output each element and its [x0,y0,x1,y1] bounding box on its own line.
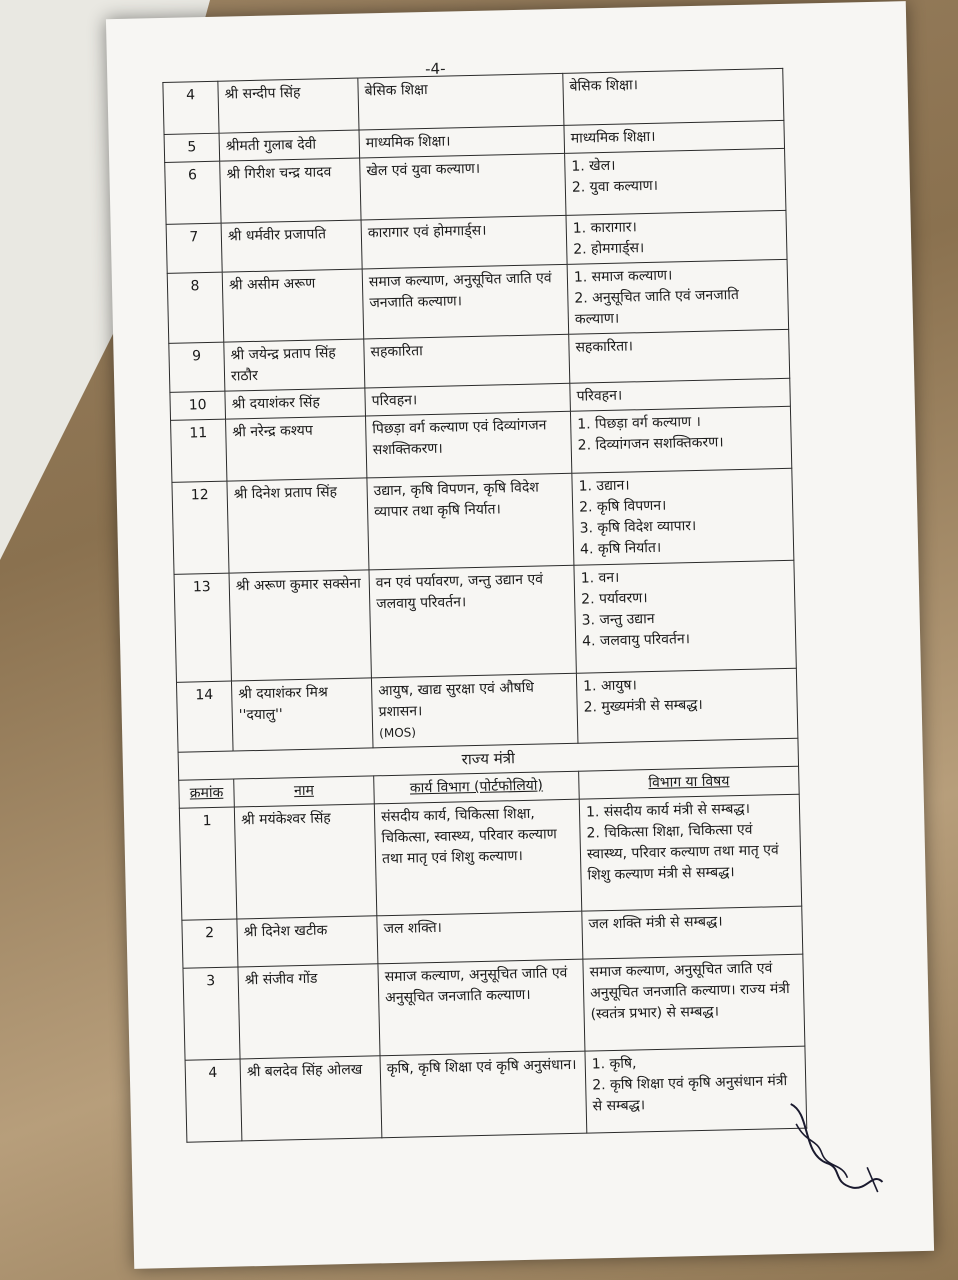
portfolio-cell [371,673,578,748]
state-minister-rows [179,794,806,1142]
portfolio-cell [377,911,583,964]
section-title: राज्य मंत्री [178,738,798,780]
subject-item: 1. वन। [580,569,620,587]
minister-name: श्रीमती गुलाब देवी [219,130,360,161]
serial-number: 8 [167,272,224,343]
portfolio-text: परिवहन। [371,392,418,410]
serial-number: 5 [164,133,220,162]
portfolio-cell [364,334,570,388]
header-subject: विभाग या विषय [579,766,800,799]
portfolio-text: सहकारिता [370,343,423,361]
subject-item: परिवहन। [576,387,623,405]
subject-cell [566,210,787,264]
subject-list [574,263,782,331]
subject-item: बेसिक शिक्षा। [569,77,639,95]
subject-list [581,564,790,653]
subject-list [576,382,783,408]
page-number: -4- [424,59,446,79]
minister-name: श्री दयाशंकर सिंह [225,388,366,419]
portfolio-text: कारागार एवं होमगार्ड्स। [367,222,487,242]
minister-name: श्री बलदेव सिंह ओलख [240,1056,382,1141]
portfolio-cell [378,959,585,1056]
minister-name: श्री नरेन्द्र कश्यप [226,416,367,481]
subject-item: 2. कृषि शिक्षा एवं कृषि अनुसंधान मंत्री से सम्बद्ध। [592,1073,788,1115]
subject-item: माध्यमिक शिक्षा। [570,128,656,147]
subject-item: 2. होमगार्ड्स। [573,240,645,258]
subject-item: 2. पर्यावरण। [581,590,648,608]
serial-number: 11 [171,419,227,482]
minister-name: श्री दयाशंकर मिश्र ''दयालु'' [231,678,373,751]
subject-cell [572,468,794,565]
serial-number: 7 [166,223,222,273]
header-name: नाम [234,776,375,807]
subject-item: 4. कृषि निर्यात। [579,539,662,558]
subject-item: 1. आयुष। [583,677,637,695]
minister-name: श्री गिरीश चन्द्र यादव [220,158,361,223]
subject-item: 3. कृषि विदेश व्यापार। [579,517,697,537]
subject-list [583,672,791,719]
serial-number: 4 [185,1059,242,1142]
serial-number: 13 [174,573,231,682]
subject-list [588,910,795,936]
portfolio-text: वन एवं पर्यावरण, जन्तु उद्यान एवं जलवायु परिवर्तन। [375,571,544,613]
serial-number: 4 [163,81,219,134]
subject-item: 2. युवा कल्याण। [571,177,659,196]
table-row [172,468,794,574]
minister-name: श्री सन्दीप सिंह [218,78,359,133]
portfolio-cell [369,565,576,678]
cabinet-minister-rows [163,68,798,752]
subject-list [571,152,779,199]
subject-item: सहकारिता। [575,338,634,356]
subject-item: 1. कारागार। [572,219,638,237]
subject-list [569,72,776,98]
subject-cell [582,906,803,959]
subject-list [578,472,787,561]
serial-number: 6 [165,161,221,224]
subject-item: 2. अनुसूचित जाति एवं जनजाति कल्याण। [574,286,740,328]
subject-item: 1. पिछड़ा वर्ग कल्याण । [577,413,702,433]
subject-item: 4. जलवायु परिवर्तन। [581,631,691,650]
subject-cell [574,560,796,673]
table-row [183,954,805,1060]
subject-item: समाज कल्याण, अनुसूचित जाति एवं अनुसूचित जनजाति कल्याण। राज्य मंत्री (स्वतंत्र प्रभार) से सम्बद्ध। [589,960,790,1023]
portfolio-cell [380,1051,587,1138]
subject-cell [570,406,791,473]
portfolio-cell [374,799,581,916]
subject-item: 1. कृषि, [591,1055,637,1073]
handwritten-signature [770,1092,892,1205]
subject-item: 2. चिकित्सा शिक्षा, चिकित्सा एवं स्वास्थ्य, परिवार कल्याण तथा मातृ एवं शिशु कल्याण मंत्री से सम्बद्ध। [586,821,779,884]
portfolio-cell [360,153,566,220]
minister-name: श्री दिनेश खटीक [237,916,378,967]
portfolio-text: माध्यमिक शिक्षा। [365,133,451,152]
portfolio-text: संसदीय कार्य, चिकित्सा शिक्षा, चिकित्सा, स्वास्थ्य, परिवार कल्याण तथा मातृ एवं शिशु कल्याण। [380,805,557,868]
minister-name: श्री धर्मवीर प्रजापति [221,220,362,272]
document-page [106,1,934,1269]
subject-item: 3. जन्तु उद्यान [581,610,655,629]
subject-cell [579,794,801,911]
subject-cell [576,668,798,743]
serial-number: 1 [179,807,237,920]
subject-list [589,958,797,1026]
subject-list [577,410,785,457]
subject-list [592,1050,800,1118]
subject-list [573,214,781,261]
subject-item: 1. उद्यान। [578,477,630,495]
portfolio-text: समाज कल्याण, अनुसूचित जाति एवं जनजाति कल्याण। [368,270,552,312]
minister-name: श्री अरूण कुमार सक्सेना [229,570,371,681]
portfolio-cell [358,73,564,130]
serial-number: 3 [183,967,240,1060]
portfolio-text: पिछड़ा वर्ग कल्याण एवं दिव्यांगजन सशक्तिकरण। [372,417,547,459]
subject-cell [569,329,790,383]
subject-list [571,124,778,150]
subject-item: 1. खेल। [571,157,616,175]
serial-number: 14 [176,681,233,752]
minister-name: श्री संजीव गोंड [238,964,380,1059]
portfolio-note: (MOS) [379,725,417,741]
subject-item: 1. समाज कल्याण। [573,267,673,286]
portfolio-text: कृषि, कृषि शिक्षा एवं कृषि अनुसंधान। [386,1056,577,1078]
subject-cell [563,68,784,125]
minister-name: श्री मयंकेश्वर सिंह [234,804,377,919]
portfolio-table [162,68,807,1143]
table-row [174,560,796,682]
subject-cell [583,954,805,1051]
subject-list [575,333,782,359]
portfolio-cell [362,264,569,339]
portfolio-text: खेल एवं युवा कल्याण। [366,160,481,180]
portfolio-text: समाज कल्याण, अनुसूचित जाति एवं अनुसूचित जनजाति कल्याण। [384,965,568,1007]
portfolio-text: बेसिक शिक्षा [364,81,428,100]
serial-number: 2 [182,919,238,968]
subject-item: जल शक्ति मंत्री से सम्बद्ध। [588,913,723,933]
portfolio-text: जल शक्ति। [383,919,443,938]
portfolio-text: उद्यान, कृषि विपणन, कृषि विदेश व्यापार तथा कृषि निर्यात। [373,479,539,521]
serial-number: 10 [170,391,226,420]
portfolio-text: आयुष, खाद्य सुरक्षा एवं औषधि प्रशासन। [378,679,535,721]
subject-item: 1. संसदीय कार्य मंत्री से सम्बद्ध। [585,800,751,821]
minister-name: श्री जयेन्द्र प्रताप सिंह राठौर [224,339,365,391]
serial-number: 12 [172,481,229,574]
table-row [179,794,801,920]
serial-number: 9 [169,342,225,392]
header-serial: क्रमांक [179,779,235,808]
portfolio-cell [361,215,567,269]
portfolio-cell [367,473,574,570]
subject-list [586,798,795,887]
header-portfolio: कार्य विभाग (पोर्टफोलियो) [374,771,580,804]
subject-item: 2. मुख्यमंत्री से सम्बद्ध। [583,696,703,716]
minister-name: श्री असीम अरूण [222,269,364,342]
subject-cell [567,259,789,334]
subject-item: 2. दिव्यांगजन सशक्तिकरण। [577,434,724,454]
portfolio-cell [365,411,571,478]
subject-cell [565,148,786,215]
minister-name: श्री दिनेश प्रताप सिंह [227,478,369,573]
subject-item: 2. कृषि विपणन। [578,497,667,516]
table-row [185,1046,807,1142]
